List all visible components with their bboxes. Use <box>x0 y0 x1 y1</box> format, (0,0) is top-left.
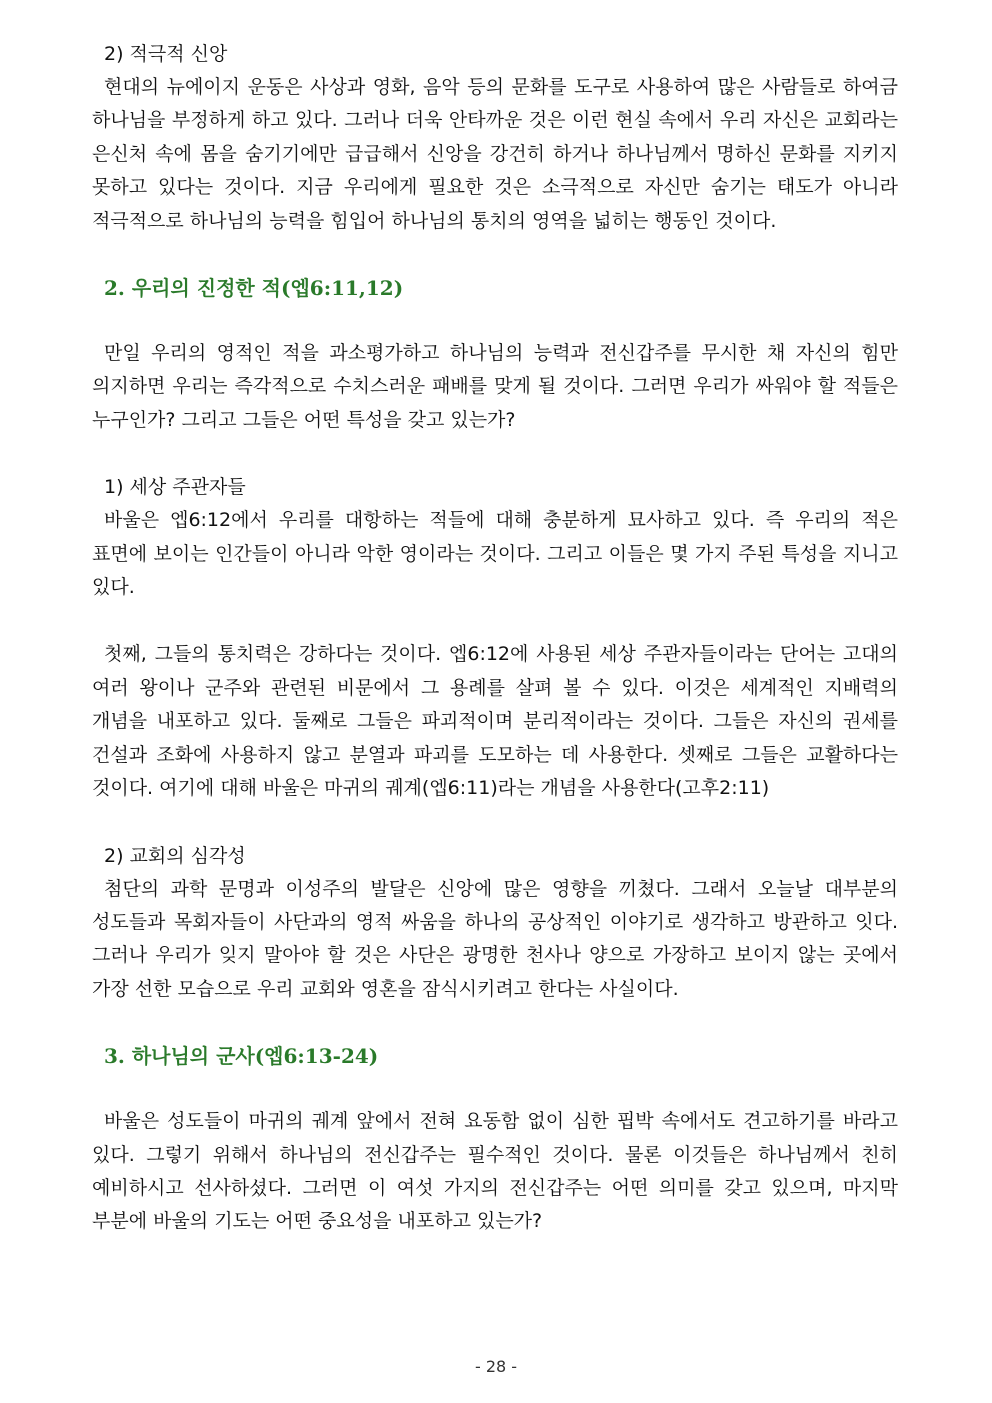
spacer <box>92 238 898 272</box>
section-heading-soldiers-of-god: 3. 하나님의 군사(엡6:13-24) <box>104 1044 379 1069</box>
spacer <box>92 604 898 638</box>
subsection-title-world-rulers: 1) 세상 주관자들 <box>104 476 246 499</box>
paragraph-true-enemy-intro: 만일 우리의 영적인 적을 과소평가하고 하나님의 능력과 전신갑주를 무시한 채 자신의 힘만 의지하면 우리는 즉각적으로 수치스러운 패배를 맞게 될 것이다. 그러면 우리가 싸워야 할 적들은 누구인가? 그리고 그들은 어떤 특성을 갖고 있는가? <box>92 342 898 431</box>
spacer <box>92 1073 898 1105</box>
paragraph-soldiers-of-god: 바울은 성도들이 마귀의 궤계 앞에서 전혀 요동함 없이 심한 핍박 속에서도 견고하기를 바라고 있다. 그렇기 위해서 하나님의 전신갑주는 필수적인 것이다. 물론 이것들은 하나님께서 친히 예비하시고 선사하셨다. 그러면 이 여섯 가지의 전신갑주는 어떤 의미를 갖고 있으며, 마지막 부분에 바울의 기도는 어떤 중요성을 내포하고 있는가? <box>92 1110 898 1233</box>
subsection-title-church-seriousness: 2) 교회의 심각성 <box>104 844 246 867</box>
spacer <box>92 806 898 840</box>
spacer <box>92 437 898 471</box>
paragraph-active-faith: 현대의 뉴에이지 운동은 사상과 영화, 음악 등의 문화를 도구로 사용하여 많은 사람들로 하여금 하나님을 부정하게 하고 있다. 그러나 더욱 안타까운 것은 이런 현실 속에서 우리 자신은 교회라는 은신처 속에 몸을 숨기기에만 급급해서 신앙을 강건히 하거나 하나님께서 명하신 문화를 지키지 못하고 있다는 것이다. 지금 우리에게 필요한 것은 소극적으로 자신만 숨기는 태도가 아니라 적극적으로 하나님의 능력을 힘입어 하나님의 통치의 영역을 넓히는 행동인 것이다. <box>92 76 898 232</box>
spacer <box>92 305 898 337</box>
page-number: - 28 - <box>474 1357 518 1376</box>
document-body <box>92 38 898 1239</box>
paragraph-church-seriousness: 첨단의 과학 문명과 이성주의 발달은 신앙에 많은 영향을 끼쳤다. 그래서 오늘날 대부분의 성도들과 목회자들이 사단과의 영적 싸움을 하나의 공상적인 이야기로 생각하고 방관하고 잇다. 그러나 우리가 잊지 말아야 할 것은 사단은 광명한 천사나 양으로 가장하고 보이지 않는 곳에서 가장 선한 모습으로 우리 교회와 영혼을 잠식시키려고 한다는 사실이다. <box>92 877 898 1000</box>
spacer <box>92 1006 898 1040</box>
subsection-title-active-faith: 2) 적극적 신앙 <box>104 43 228 65</box>
section-heading-true-enemy: 2. 우리의 진정한 적(엡6:11,12) <box>104 276 404 301</box>
paragraph-world-rulers-2: 첫째, 그들의 통치력은 강하다는 것이다. 엡6:12에 사용된 세상 주관자들이라는 단어는 고대의 여러 왕이나 군주와 관련된 비문에서 그 용례를 살펴 볼 수 있다. 이것은 세계적인 지배력의 개념을 내포하고 있다. 둘째로 그들은 파괴적이며 분리적이라는 것이다. 그들은 자신의 권세를 건설과 조화에 사용하지 않고 분열과 파괴를 도모하는 데 사용한다. 셋째로 그들은 교활하다는 것이다. 여기에 대해 바울은 마귀의 궤계(엡6:11)라는 개념을 사용한다(고후2:11) <box>92 643 898 800</box>
paragraph-world-rulers-1: 바울은 엡6:12에서 우리를 대항하는 적들에 대해 충분하게 묘사하고 있다. 즉 우리의 적은 표면에 보이는 인간들이 아니라 악한 영이라는 것이다. 그리고 이들은 몇 가지 주된 특성을 지니고 있다. <box>92 509 898 599</box>
